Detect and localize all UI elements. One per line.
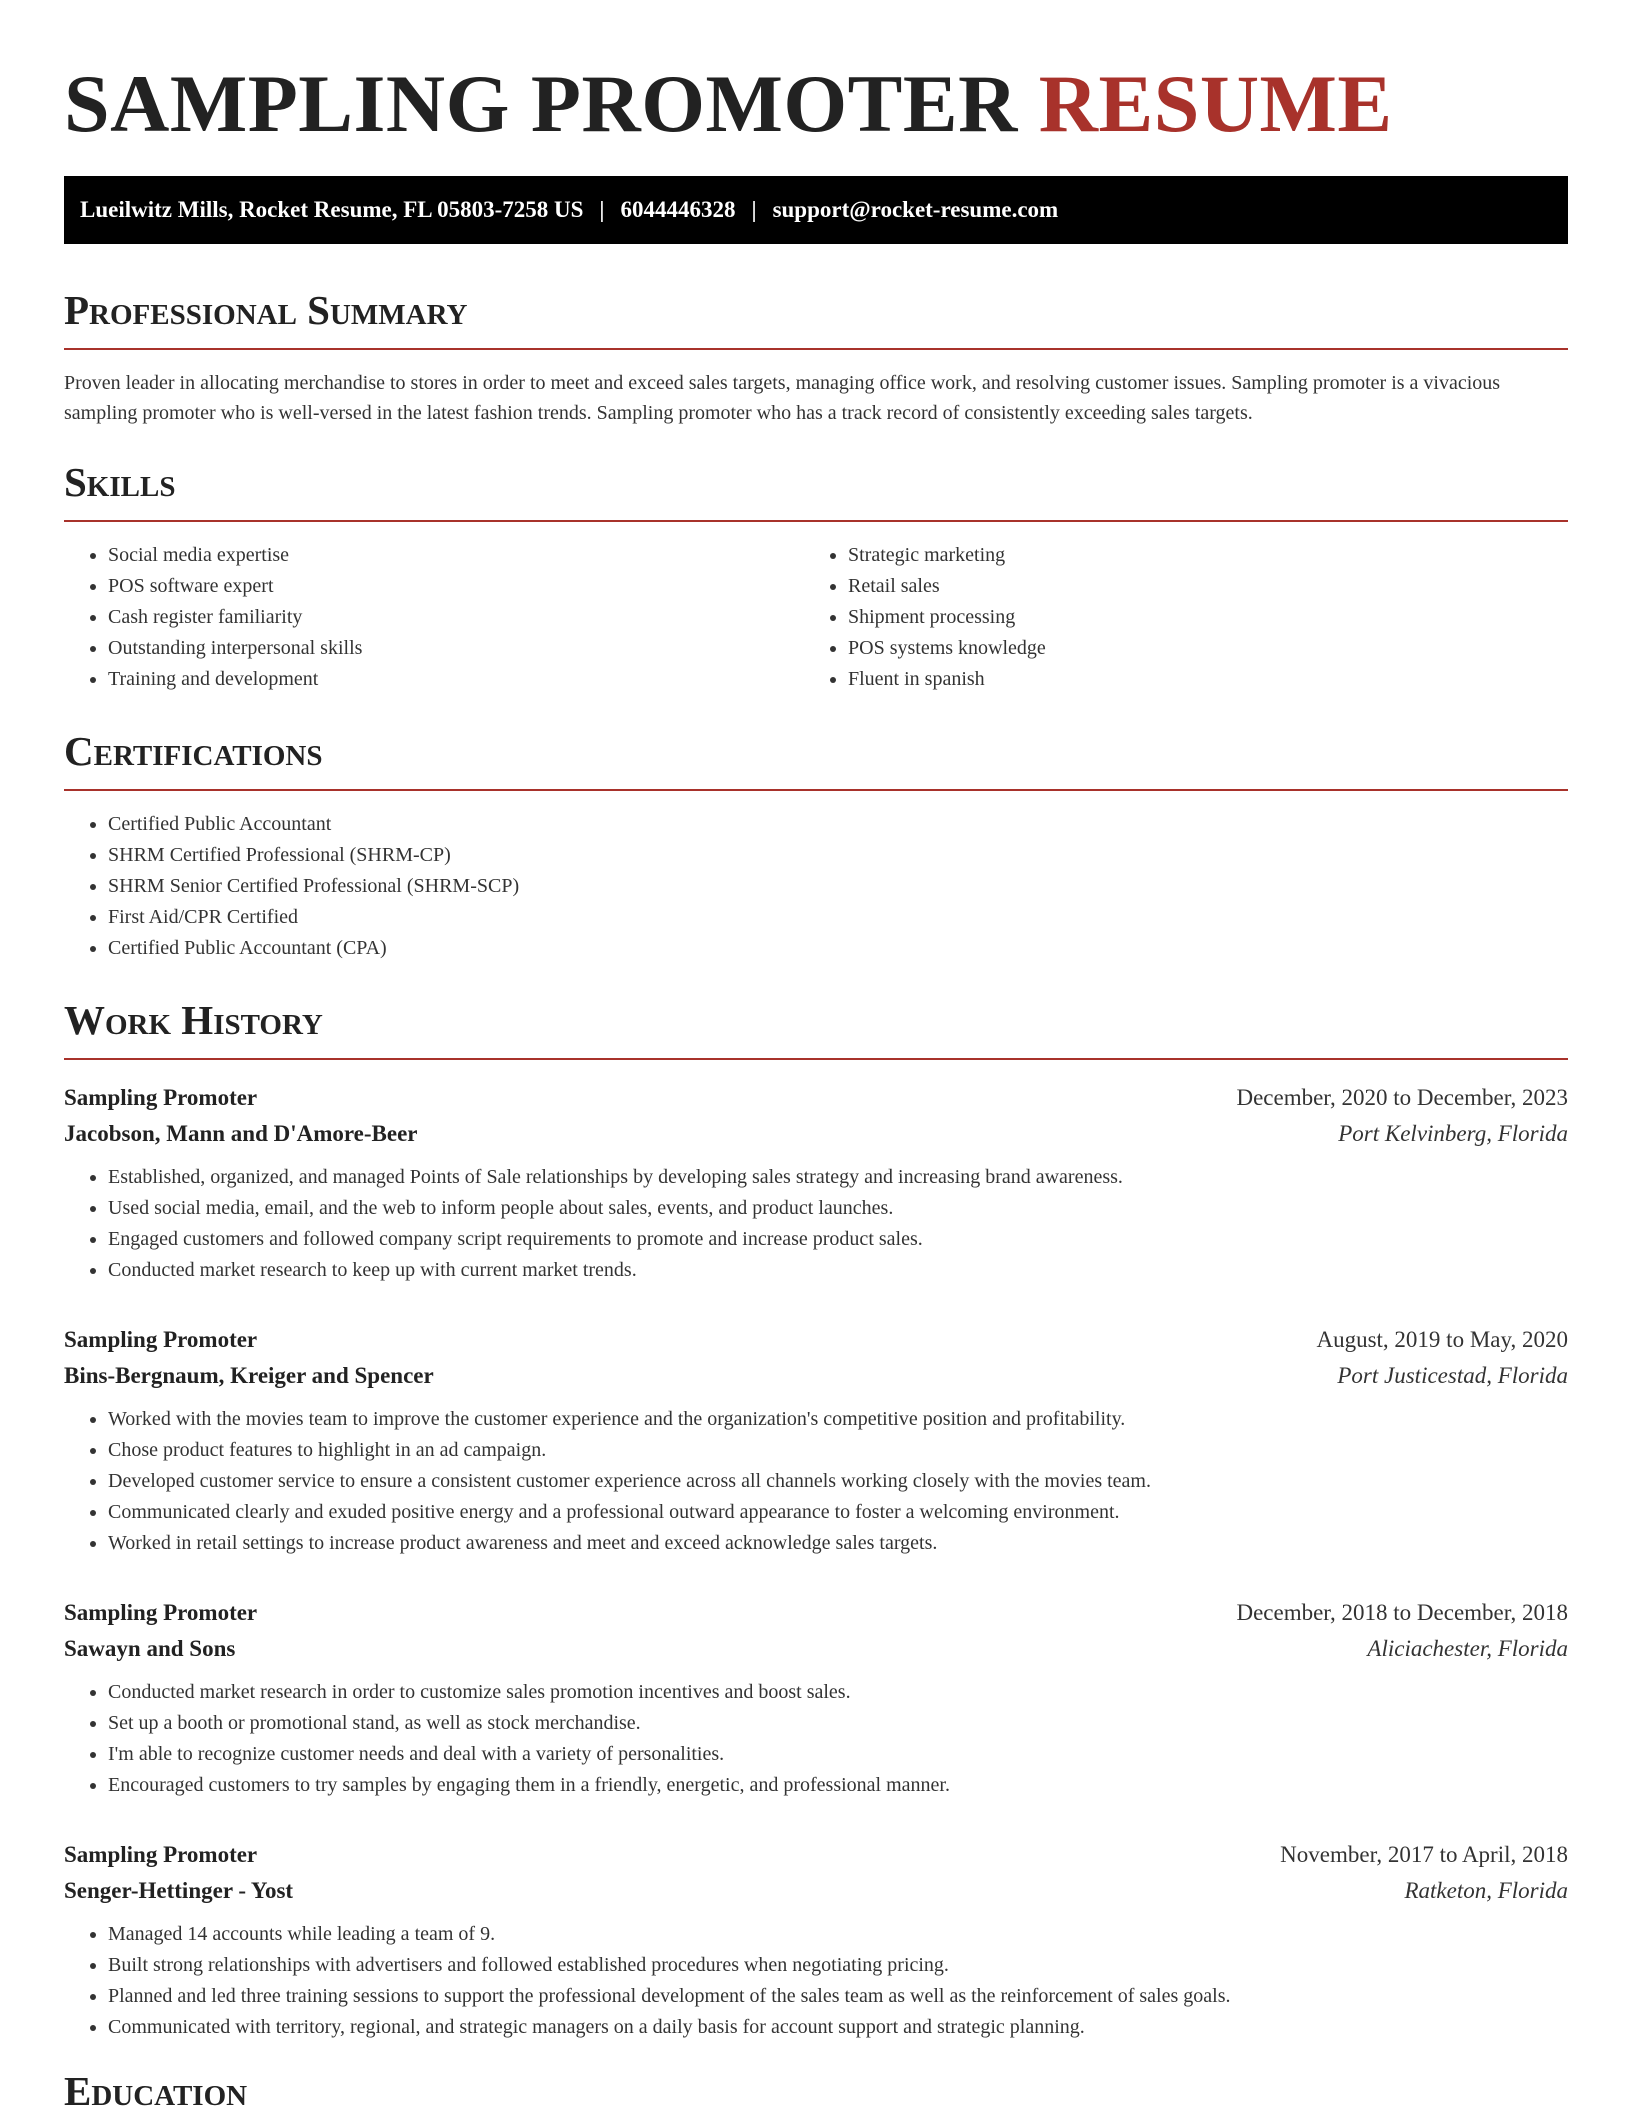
contact-address: Lueilwitz Mills, Rocket Resume, FL 05803-7258 US — [80, 197, 584, 222]
skill-item: • POS systems knowledge — [848, 633, 1544, 664]
certifications-section — [64, 725, 1568, 964]
job-entry — [64, 1080, 1568, 1286]
certification-item: • SHRM Senior Certified Professional (SHRM-SCP) — [108, 871, 1568, 902]
certifications-heading: Certifications — [64, 728, 323, 774]
job-company: Senger-Hettinger - Yost — [64, 1878, 294, 1903]
job-company: Jacobson, Mann and D'Amore-Beer — [64, 1121, 418, 1146]
skill-item: • Outstanding interpersonal skills — [108, 633, 804, 664]
skills-column-right — [804, 540, 1544, 695]
work-history-section — [64, 994, 1568, 2043]
job-bullets — [64, 1919, 1568, 2043]
job-location: Port Justicestad, Florida — [1337, 1363, 1568, 1388]
job-bullet: • Conducted market research to keep up with current market trends. — [108, 1255, 1568, 1286]
contact-separator: | — [599, 197, 605, 222]
certification-item: • Certified Public Accountant (CPA) — [108, 933, 1568, 964]
job-header-row — [64, 1322, 1568, 1358]
job-location: Aliciachester, Florida — [1367, 1636, 1568, 1661]
skill-item: • Retail sales — [848, 571, 1544, 602]
skills-grid — [64, 540, 1568, 695]
job-bullet: • Communicated clearly and exuded positive energy and a professional outward appearance to foster a welcoming environment. — [108, 1497, 1568, 1528]
job-dates: November, 2017 to April, 2018 — [1280, 1842, 1568, 1867]
section-divider — [64, 520, 1568, 522]
job-bullet: • Engaged customers and followed company script requirements to promote and increase product sales. — [108, 1224, 1568, 1255]
job-bullet: • Planned and led three training sessions to support the professional development of the sales team as well as the reinforcement of sales goals. — [108, 1981, 1568, 2012]
job-bullet: • Communicated with territory, regional, and strategic managers on a daily basis for account support and strategic planning. — [108, 2012, 1568, 2043]
contact-separator: | — [751, 197, 757, 222]
job-bullet: • Developed customer service to ensure a consistent customer experience across all channels working closely with the movies team. — [108, 1466, 1568, 1497]
title-accent: RESUME — [1038, 58, 1393, 149]
skill-item: • Training and development — [108, 664, 804, 695]
job-bullets — [64, 1677, 1568, 1801]
job-bullet: • Worked in retail settings to increase product awareness and meet and exceed acknowledge sales targets. — [108, 1528, 1568, 1559]
title-main: SAMPLING PROMOTER — [64, 58, 1018, 149]
education-section — [64, 2065, 1568, 2117]
job-header-row — [64, 1595, 1568, 1631]
job-header-row — [64, 1837, 1568, 1873]
job-company: Bins-Bergnaum, Kreiger and Spencer — [64, 1363, 434, 1388]
section-divider — [64, 1058, 1568, 1060]
job-entry — [64, 1322, 1568, 1559]
job-dates: December, 2018 to December, 2018 — [1236, 1600, 1568, 1625]
skills-section — [64, 456, 1568, 695]
contact-phone: 6044446328 — [620, 197, 736, 222]
summary-text: Proven leader in allocating merchandise to stores in order to meet and exceed sales targets, managing office work, and resolving customer issues. Sampling promoter is a vivacious sampling promoter who is well-versed in the latest fashion trends. Sampling promoter who has a track record of consistently exceeding sales targets. — [64, 372, 1501, 424]
job-entry — [64, 1837, 1568, 2043]
job-location: Ratketon, Florida — [1404, 1878, 1568, 1903]
skill-item: • Strategic marketing — [848, 540, 1544, 571]
job-bullet: • Chose product features to highlight in an ad campaign. — [108, 1435, 1568, 1466]
skill-item: • POS software expert — [108, 571, 804, 602]
job-company: Sawayn and Sons — [64, 1636, 236, 1661]
certification-item: • First Aid/CPR Certified — [108, 902, 1568, 933]
job-bullet: • Set up a booth or promotional stand, as well as stock merchandise. — [108, 1708, 1568, 1739]
section-divider — [64, 348, 1568, 350]
skills-list-right — [804, 540, 1544, 695]
skill-item: • Shipment processing — [848, 602, 1544, 633]
skills-list-left — [64, 540, 804, 695]
job-bullets — [64, 1404, 1568, 1559]
skills-heading: Skills — [64, 459, 176, 505]
skill-item: • Social media expertise — [108, 540, 804, 571]
job-bullet: • Used social media, email, and the web to inform people about sales, events, and product launches. — [108, 1193, 1568, 1224]
summary-heading: Professional Summary — [64, 287, 468, 333]
resume-title — [64, 0, 1568, 152]
skill-item: • Fluent in spanish — [848, 664, 1544, 695]
job-company-row — [64, 1116, 1568, 1152]
certification-item: • Certified Public Accountant — [108, 809, 1568, 840]
job-company-row — [64, 1873, 1568, 1909]
job-company-row — [64, 1631, 1568, 1667]
job-title: Sampling Promoter — [64, 1327, 258, 1352]
job-bullets — [64, 1162, 1568, 1286]
job-bullet: • Encouraged customers to try samples by engaging them in a friendly, energetic, and professional manner. — [108, 1770, 1568, 1801]
job-title: Sampling Promoter — [64, 1085, 258, 1110]
contact-bar — [64, 176, 1568, 244]
job-bullet: • Established, organized, and managed Points of Sale relationships by developing sales strategy and increasing brand awareness. — [108, 1162, 1568, 1193]
job-bullet: • Worked with the movies team to improve the customer experience and the organization's competitive position and profitability. — [108, 1404, 1568, 1435]
section-divider — [64, 789, 1568, 791]
education-heading: Education — [64, 2068, 248, 2114]
skills-column-left — [64, 540, 804, 695]
job-bullet: • I'm able to recognize customer needs and deal with a variety of personalities. — [108, 1739, 1568, 1770]
job-bullet: • Managed 14 accounts while leading a team of 9. — [108, 1919, 1568, 1950]
job-dates: August, 2019 to May, 2020 — [1316, 1327, 1568, 1352]
summary-section — [64, 284, 1568, 428]
job-header-row — [64, 1080, 1568, 1116]
job-company-row — [64, 1358, 1568, 1394]
job-title: Sampling Promoter — [64, 1600, 258, 1625]
skill-item: • Cash register familiarity — [108, 602, 804, 633]
certification-item: • SHRM Certified Professional (SHRM-CP) — [108, 840, 1568, 871]
job-title: Sampling Promoter — [64, 1842, 258, 1867]
contact-email: support@rocket-resume.com — [772, 197, 1059, 222]
job-bullet: • Built strong relationships with advertisers and followed established procedures when negotiating pricing. — [108, 1950, 1568, 1981]
job-entry — [64, 1595, 1568, 1801]
certifications-list — [64, 809, 1568, 964]
job-location: Port Kelvinberg, Florida — [1338, 1121, 1568, 1146]
job-dates: December, 2020 to December, 2023 — [1236, 1085, 1568, 1110]
work-history-heading: Work History — [64, 997, 323, 1043]
job-bullet: • Conducted market research in order to customize sales promotion incentives and boost sales. — [108, 1677, 1568, 1708]
